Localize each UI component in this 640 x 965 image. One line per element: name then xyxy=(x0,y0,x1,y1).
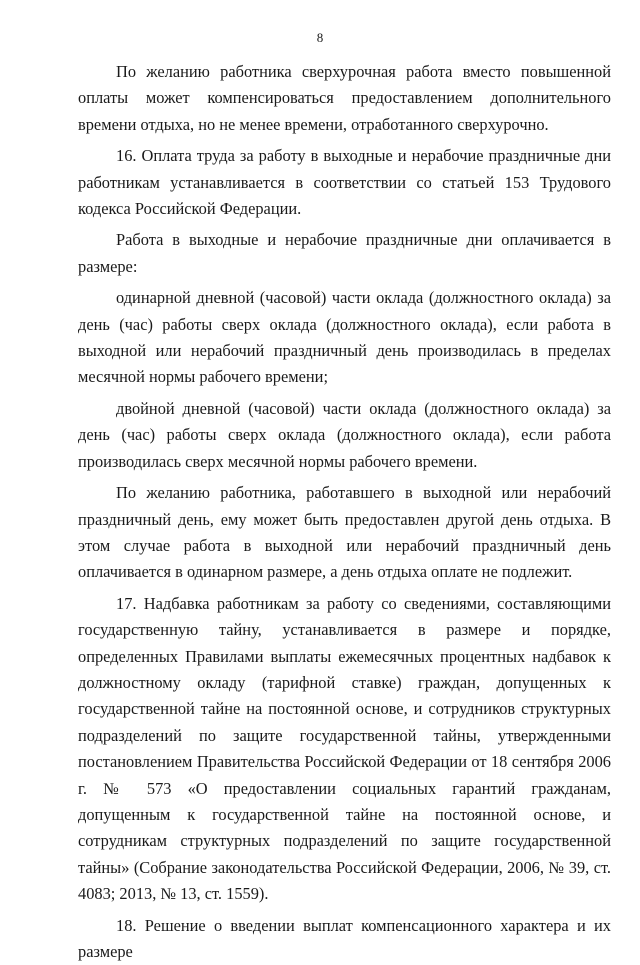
paragraph-single-rate: одинарной дневной (часовой) части оклада (должностного оклада) за день (час) работы сверх оклада (должностного оклада), если работа в выходной или нерабочий праздничный день производилась в пределах месячной нормы рабочего времени; xyxy=(78,288,611,387)
document-body xyxy=(78,59,611,965)
paragraph-17-state-secret-bonus: 17. Надбавка работникам за работу со сведениями, составляющими государственную тайну, устанавливается в размере и порядке, определенных Правилами выплаты ежемесячных процентных надбавок к должностному окладу (тарифной ставке) граждан, допущенных к государственной тайне на постоянной основе, и сотрудников структурных подразделений по защите государственной тайны, утвержденными постановлением Правительства Российской Федерации от 18 сентября 2006 г. № 573 «О предоставлении социальных гарантий гражданам, допущенным к государственной тайне на постоянной основе, и сотрудникам структурных подразделений по защите государственной тайны» (Собрание законодательства Российской Федерации, 2006, № 39, ст. 4083; 2013, № 13, ст. 1559). xyxy=(78,593,611,904)
page-number: 8 xyxy=(316,30,324,45)
paragraph-double-rate: двойной дневной (часовой) части оклада (должностного оклада) за день (час) работы сверх оклада (должностного оклада), если работа производилась сверх месячной нормы рабочего времени. xyxy=(78,398,611,471)
paragraph-18-compensation-decision: 18. Решение о введении выплат компенсационного характера и их размере xyxy=(78,915,611,961)
paragraph-weekend-pay-amount: Работа в выходные и нерабочие праздничные дни оплачивается в размере: xyxy=(78,230,611,276)
paragraph-16-weekend-pay: 16. Оплата труда за работу в выходные и нерабочие праздничные дни работникам устанавливается в соответствии со статьей 153 Трудового кодекса Российской Федерации. xyxy=(78,146,611,219)
paragraph-overtime-compensation: По желанию работника сверхурочная работа вместо повышенной оплаты может компенсироваться предоставлением дополнительного времени отдыха, но не менее времени, отработанного сверхурочно. xyxy=(78,62,611,134)
paragraph-day-off-option: По желанию работника, работавшего в выходной или нерабочий праздничный день, ему может быть предоставлен другой день отдыха. В этом случае работа в выходной или нерабочий праздничный день оплачивается в одинарном размере, а день отдыха оплате не подлежит. xyxy=(78,483,611,582)
